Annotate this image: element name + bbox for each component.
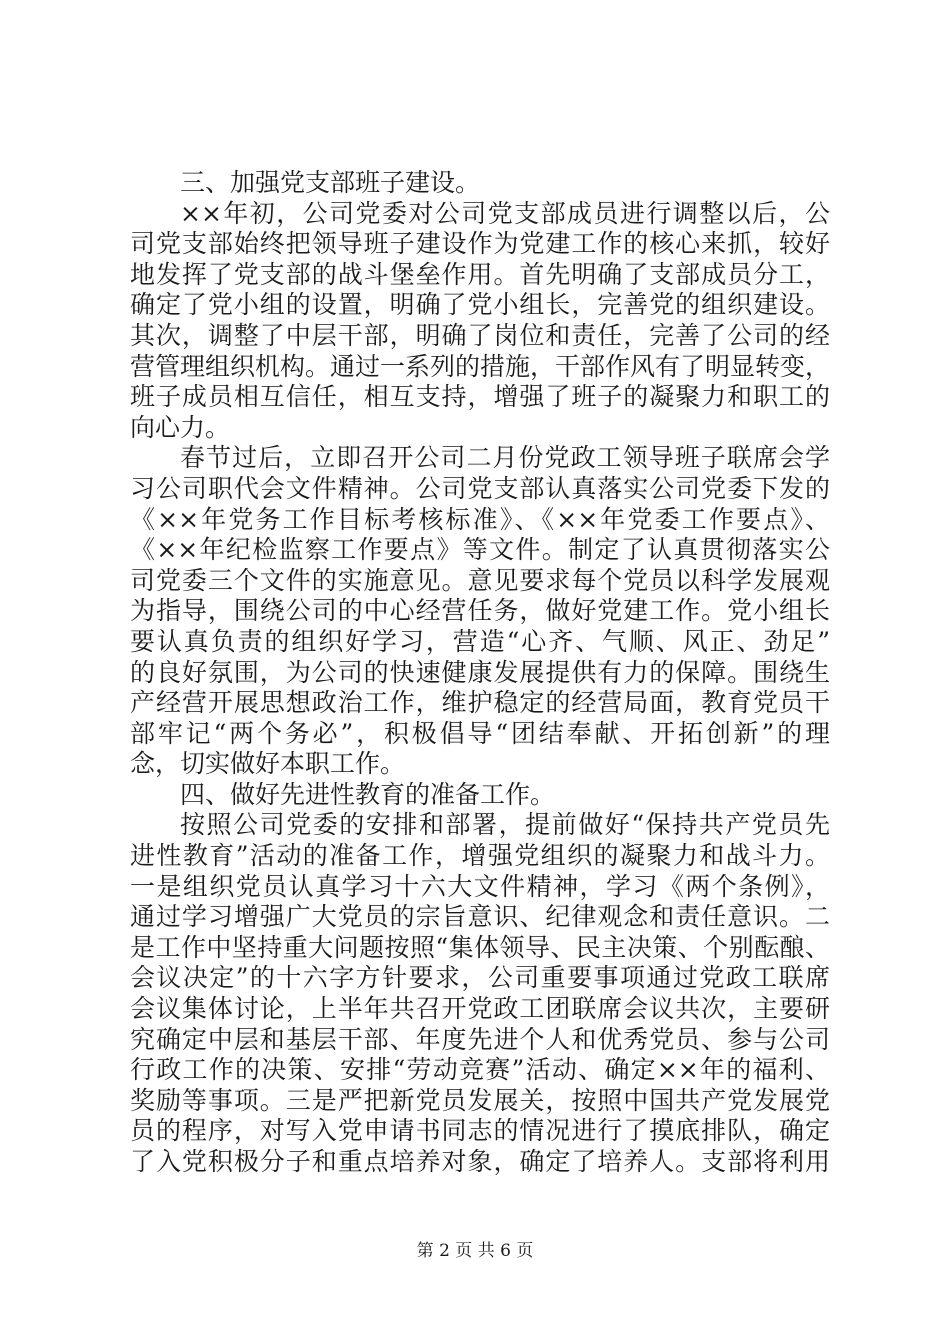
text-line: 司党委三个文件的实施意见。意见要求每个党员以科学发展观 [130,565,830,595]
text-line: 确定了党小组的设置，明确了党小组长，完善党的组织建设。 [130,290,830,320]
text-line: 班子成员相互信任，相互支持，增强了班子的凝聚力和职工的 [130,382,830,412]
text-line: 是工作中坚持重大问题按照“集体领导、民主决策、个别酝酿、 [130,932,830,962]
text-line: 行政工作的决策、安排“劳动竞赛”活动、确定××年的福利、 [130,1055,830,1085]
document-body [130,168,830,1178]
text-line: 《××年党务工作目标考核标准》、《××年党委工作要点》、 [130,504,830,534]
text-line: 的良好氛围，为公司的快速健康发展提供有力的保障。围绕生 [130,657,830,687]
text-line: 《××年纪检监察工作要点》等文件。制定了认真贯彻落实公 [130,535,830,565]
text-line: 地发挥了党支部的战斗堡垒作用。首先明确了支部成员分工， [130,259,830,289]
text-line: 念，切实做好本职工作。 [130,749,406,779]
text-line: 三、加强党支部班子建设。 [180,168,481,197]
text-line: 进性教育”活动的准备工作，增强党组织的凝聚力和战斗力。 [130,841,830,871]
text-line: 按照公司党委的安排和部署，提前做好“保持共产党员先 [180,810,830,840]
text-line: 春节过后，立即召开公司二月份党政工领导班子联席会学 [180,443,830,473]
text-line: 了入党积极分子和重点培养对象，确定了培养人。支部将利用 [130,1147,830,1176]
text-line: 司党支部始终把领导班子建设作为党建工作的核心来抓，较好 [130,229,830,259]
text-line: 会议集体讨论，上半年共召开党政工团联席会议共次，主要研 [130,994,830,1024]
text-line: 一是组织党员认真学习十六大文件精神，学习《两个条例》， [130,871,830,901]
text-line: 究确定中层和基层干部、年度先进个人和优秀党员、参与公司 [130,1024,830,1054]
text-line: 产经营开展思想政治工作，维护稳定的经营局面，教育党员干 [130,688,830,718]
text-line: 部牢记“两个务必”，积极倡导“团结奉献、开拓创新”的理 [130,718,830,748]
text-line: ××年初，公司党委对公司党支部成员进行调整以后，公 [180,198,830,228]
text-line: 为指导，围绕公司的中心经营任务，做好党建工作。党小组长 [130,596,830,626]
text-line: 四、做好先进性教育的准备工作。 [180,779,556,809]
text-line: 其次，调整了中层干部，明确了岗位和责任，完善了公司的经 [130,320,830,350]
text-line: 营管理组织机构。通过一系列的措施，干部作风有了明显转变， [130,351,831,381]
text-line: 奖励等事项。三是严把新党员发展关，按照中国共产党发展党 [130,1085,830,1115]
page-footer: 第 2 页 共 6 页 [416,1241,534,1261]
text-line: 会议决定”的十六字方针要求，公司重要事项通过党政工联席 [130,963,830,993]
text-line: 通过学习增强广大党员的宗旨意识、纪律观念和责任意识。二 [130,902,830,932]
text-line: 要认真负责的组织好学习，营造“心齐、气顺、风正、劲足” [130,626,830,656]
text-line: 员的程序，对写入党申请书同志的情况进行了摸底排队，确定 [130,1116,830,1146]
text-line: 习公司职代会文件精神。公司党支部认真落实公司党委下发的 [130,473,830,503]
text-line: 向心力。 [130,412,231,442]
